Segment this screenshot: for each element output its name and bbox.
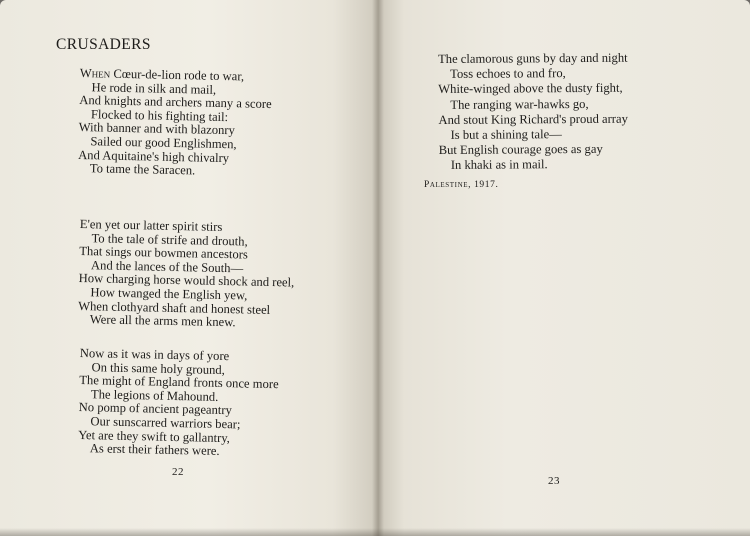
first-line-text: Cœur-de-lion rode to war, xyxy=(110,66,245,84)
right-page xyxy=(378,0,750,536)
poem-line: To tame the Saracen. xyxy=(89,161,196,178)
poem-line: To the tale of strife and drouth, xyxy=(91,230,248,249)
poem-line: E'en yet our latter spirit stirs xyxy=(79,217,223,234)
poem-line: The ranging war-hawks go, xyxy=(450,96,589,112)
poem-line: That sings our bowmen ancestors xyxy=(79,244,249,262)
page-number-left: 22 xyxy=(172,466,184,478)
poem-line: Is but a shining tale— xyxy=(450,127,562,142)
poem-line: How charging horse would shock and reel, xyxy=(78,271,295,290)
poem-line: The might of England fronts once more xyxy=(79,373,279,392)
poem-line: Sailed our good Englishmen, xyxy=(90,134,237,152)
poem-line: The legions of Mahound. xyxy=(90,387,219,404)
stanza-3 xyxy=(78,347,280,460)
poem-line: Flocked to his fighting tail: xyxy=(90,107,229,124)
poem-line: He rode in silk and mail, xyxy=(91,79,217,97)
poem-title: CRUSADERS xyxy=(56,36,151,53)
poem-line: Toss echoes to and fro, xyxy=(450,66,566,82)
poem-line: When clothyard shaft and honest steel xyxy=(78,298,271,317)
poem-line: With banner and with blazonry xyxy=(78,120,236,138)
poem-line: Now as it was in days of yore xyxy=(79,346,230,364)
book-gutter xyxy=(372,0,384,536)
poem-line: In khaki as in mail. xyxy=(450,157,548,173)
stanza-2 xyxy=(78,218,296,331)
page-number-right: 23 xyxy=(548,475,560,487)
stanza-4 xyxy=(438,51,628,174)
place-date: Palestine, 1917. xyxy=(424,180,499,190)
poem-line: And knights and archers many a score xyxy=(79,93,272,112)
poem-line: Yet are they swift to gallantry, xyxy=(78,427,231,445)
poem-line: And Aquitaine's high chivalry xyxy=(78,147,230,165)
poem-line: The clamorous guns by day and night xyxy=(438,50,628,66)
poem-line: But English courage goes as gay xyxy=(438,142,603,158)
poem-line: As erst their fathers were. xyxy=(89,441,220,459)
poem-line: And the lances of the South— xyxy=(90,258,244,276)
poem-line: How twanged the English yew, xyxy=(90,285,248,303)
poem-line: On this same holy ground, xyxy=(91,359,225,377)
stanza-1 xyxy=(78,67,273,180)
drop-word: When xyxy=(79,66,111,81)
page-edge-shadow xyxy=(0,528,750,536)
poem-line: Our sunscarred warriors bear; xyxy=(90,414,241,432)
poem-line: Were all the arms men knew. xyxy=(89,312,236,330)
poem-line: And stout King Richard's proud array xyxy=(438,111,628,127)
poem-line: No pomp of ancient pageantry xyxy=(78,400,233,418)
poem-line: White-winged above the dusty fight, xyxy=(438,81,623,97)
